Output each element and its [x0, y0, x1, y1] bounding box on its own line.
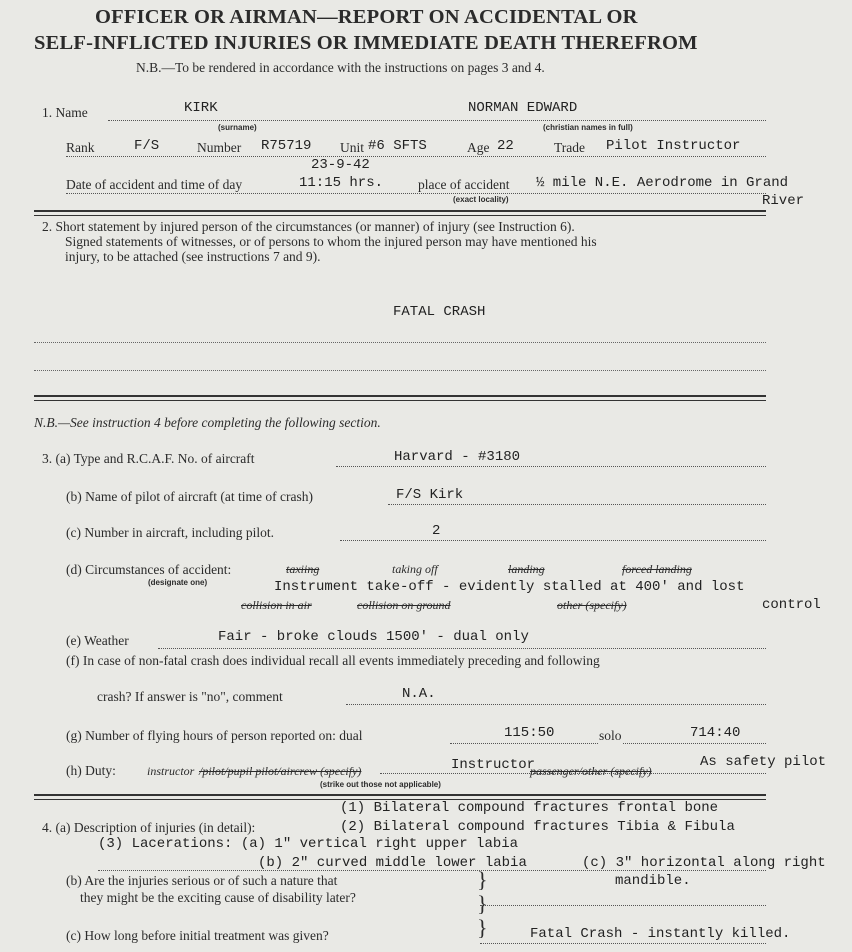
trade-label: Trade	[554, 140, 586, 155]
instruction-line: Signed statements of witnesses, or of persons to whom the injured person may have mentioned his	[65, 234, 597, 249]
name-label: 1. Name	[42, 105, 88, 120]
rank-value: F/S	[134, 138, 160, 154]
solo-label: solo	[599, 728, 622, 743]
serious-label: (b) Are the injuries serious or of such a nature that	[66, 873, 338, 888]
place-hint: (exact locality)	[453, 195, 509, 204]
age-label: Age	[467, 140, 490, 155]
injury-line-1: (1) Bilateral compound fractures frontal bone	[340, 800, 719, 816]
christian-names-value: NORMAN EDWARD	[468, 100, 578, 116]
nb-note: N.B.—See instruction 4 before completing the following section.	[34, 415, 381, 430]
flying-hours-label: (g) Number of flying hours of person reported on: dual	[66, 728, 363, 743]
option-collision-air: collision in air	[241, 598, 312, 612]
brace: } } }	[477, 867, 488, 940]
duty-struck-options-2: passenger/other (specify)	[530, 764, 652, 778]
date-label: Date of accident and time of day	[66, 177, 243, 192]
injury-line-4: (b) 2" curved middle lower labia	[258, 855, 527, 871]
aircraft-label: 3. (a) Type and R.C.A.F. No. of aircraft	[42, 451, 255, 466]
trade-value: Pilot Instructor	[606, 138, 741, 154]
pilot-label: (b) Name of pilot of aircraft (at time of crash)	[66, 489, 314, 504]
recall-label-2: crash? If answer is "no", comment	[97, 689, 283, 704]
circumstances-hint: (designate one)	[148, 578, 208, 587]
aircraft-value: Harvard - #3180	[394, 449, 521, 465]
recall-value: N.A.	[402, 686, 436, 702]
option-taking-off: taking off	[392, 562, 438, 576]
pilot-value: F/S Kirk	[396, 487, 464, 503]
instruction-line: 2. Short statement by injured person of the circumstances (or manner) of injury (see Instruction 6).	[42, 219, 575, 234]
injury-line-2: (2) Bilateral compound fractures Tibia & Fibula	[340, 819, 735, 835]
place-value: ½ mile N.E. Aerodrome in Grand	[536, 175, 789, 191]
time-value: 11:15 hrs.	[299, 175, 384, 191]
weather-label: (e) Weather	[66, 633, 129, 648]
number-value: R75719	[261, 138, 312, 154]
age-value: 22	[497, 138, 514, 154]
weather-value: Fair - broke clouds 1500' - dual only	[218, 629, 529, 645]
form-note: N.B.—To be rendered in accordance with the instructions on pages 3 and 4.	[136, 60, 545, 75]
circumstances-label: (d) Circumstances of accident:	[66, 562, 232, 577]
unit-label: Unit	[340, 140, 365, 155]
duty-label: (h) Duty:	[66, 763, 116, 778]
injury-line-3: (3) Lacerations: (a) 1" vertical right upper labia	[98, 836, 519, 852]
duty-struck-options: /pilot/pupil pilot/aircrew (specify)	[199, 764, 362, 778]
option-collision-ground: collision on ground	[357, 598, 451, 612]
surname-value: KIRK	[184, 100, 218, 116]
number-label: Number	[197, 140, 242, 155]
option-landing: landing	[508, 562, 545, 576]
option-taxiing: taxiing	[286, 562, 320, 576]
circumstances-value-cont: control	[762, 597, 821, 613]
injury-line-6: mandible.	[615, 873, 691, 889]
number-aboard-label: (c) Number in aircraft, including pilot.	[66, 525, 275, 540]
form-title-line2: SELF-INFLICTED INJURIES OR IMMEDIATE DEATH THEREFROM	[34, 32, 698, 54]
statement-value: FATAL CRASH	[393, 304, 486, 320]
accident-date: 23-9-42	[311, 157, 370, 173]
unit-value: #6 SFTS	[368, 138, 427, 154]
injuries-label: 4. (a) Description of injuries (in detail):	[42, 820, 256, 835]
place-label: place of accident	[418, 177, 510, 192]
duty-value: Instructor	[451, 757, 536, 773]
number-aboard-value: 2	[432, 523, 441, 539]
place-value-cont: River	[762, 193, 805, 209]
rank-label: Rank	[66, 140, 95, 155]
solo-hours-value: 714:40	[690, 725, 741, 741]
recall-label: (f) In case of non-fatal crash does individual recall all events immediately preceding and following	[66, 653, 600, 668]
christian-hint: (christian names in full)	[543, 123, 633, 132]
surname-hint: (surname)	[218, 123, 257, 132]
option-forced-landing: forced landing	[622, 562, 692, 576]
option-other: other (specify)	[557, 598, 627, 612]
treatment-value: Fatal Crash - instantly killed.	[530, 926, 791, 942]
instruction-line: injury, to be attached (see instructions 7 and 9).	[65, 249, 321, 264]
injury-line-5: (c) 3" horizontal along right	[582, 855, 826, 871]
form-title-line1: OFFICER OR AIRMAN—REPORT ON ACCIDENTAL OR	[95, 6, 638, 28]
circumstances-value: Instrument take-off - evidently stalled at 400' and lost	[274, 579, 745, 595]
duty-hint: (strike out those not applicable)	[320, 780, 441, 789]
duty-instructor: instructor	[147, 764, 195, 778]
treatment-label: (c) How long before initial treatment was given?	[66, 928, 329, 943]
statement-instructions	[42, 219, 597, 264]
dual-hours-value: 115:50	[504, 725, 555, 741]
duty-value-2: As safety pilot	[700, 754, 827, 770]
serious-label-2: they might be the exciting cause of disability later?	[80, 890, 356, 905]
